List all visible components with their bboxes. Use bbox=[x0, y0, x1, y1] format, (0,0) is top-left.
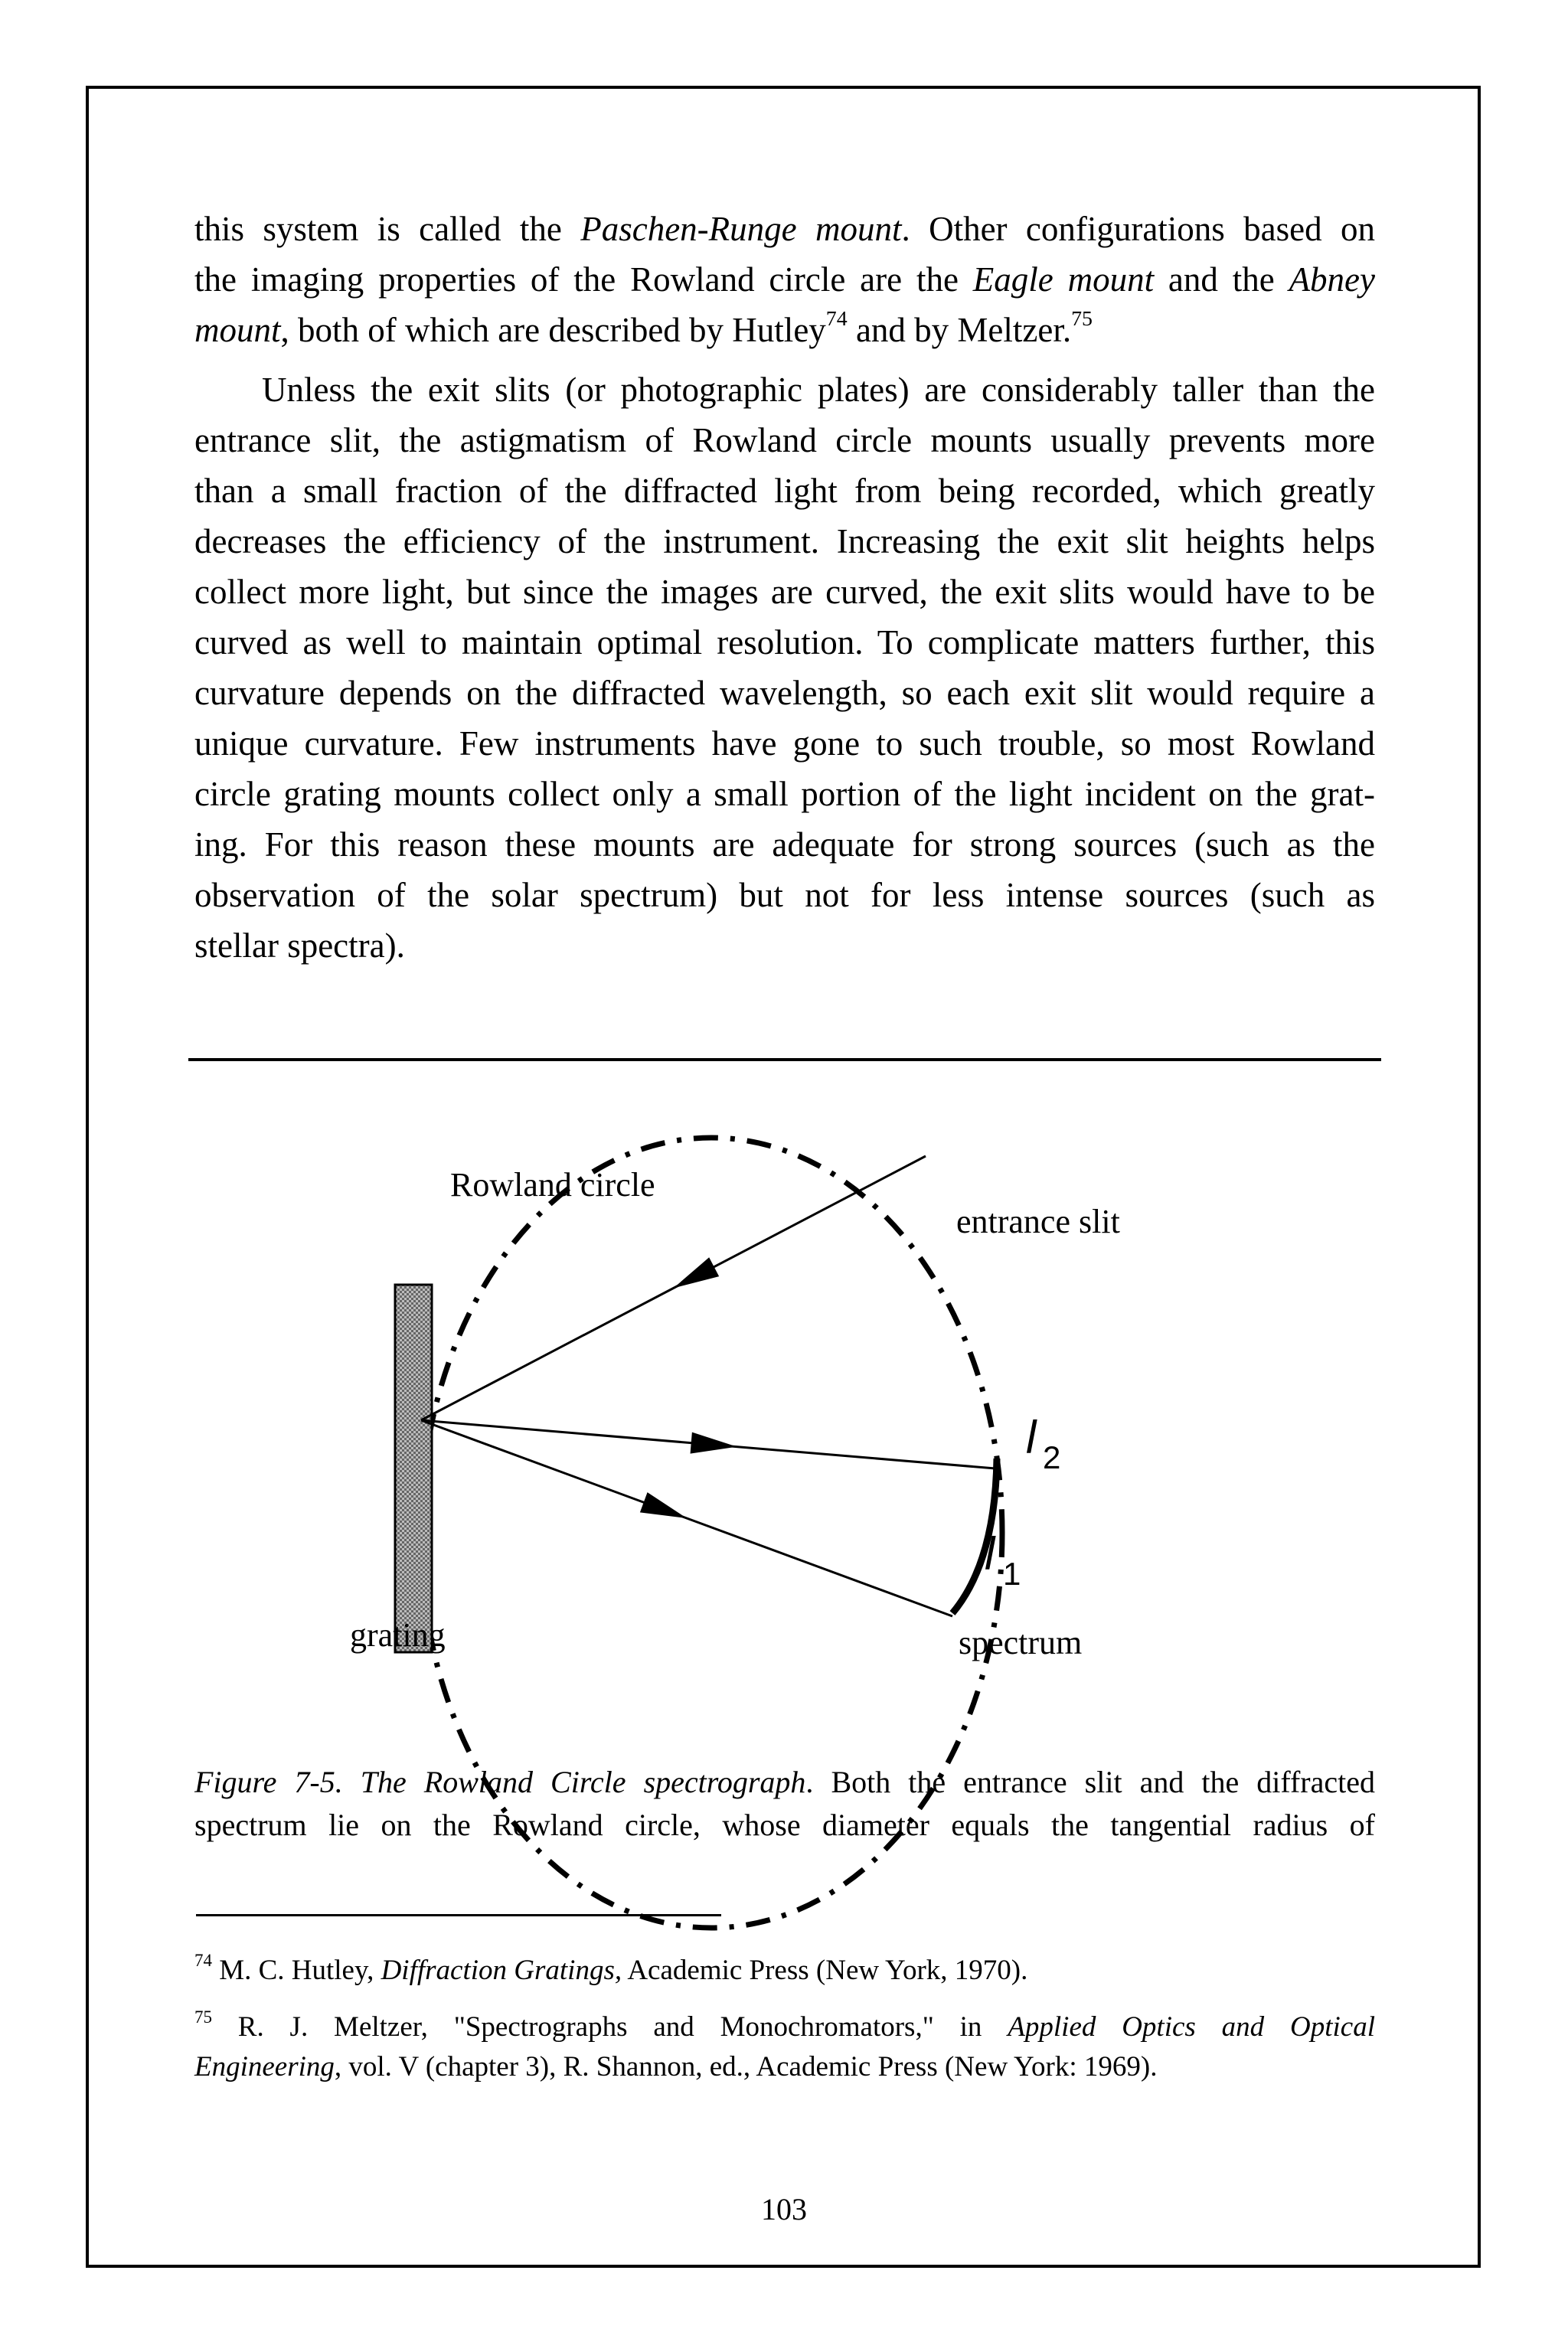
footnotes bbox=[194, 1951, 1375, 2087]
text-segment: and the bbox=[1154, 260, 1289, 299]
text-segment: collect more light, but since the images are curved, the exit slits would have to be bbox=[194, 573, 1375, 611]
text-segment: circle grating mounts collect only a small portion of the light incident on the grat- bbox=[194, 775, 1375, 813]
label-lambda1-sub: 1 bbox=[1003, 1556, 1021, 1592]
footnote-rule bbox=[196, 1914, 721, 1916]
footnote-reference: 74 bbox=[825, 307, 848, 332]
label-lambda2: l bbox=[1026, 1412, 1037, 1463]
text-segment: M. C. Hutley, bbox=[211, 1955, 381, 1986]
arrowhead-icon bbox=[640, 1492, 687, 1518]
footnote-reference: 75 bbox=[1071, 307, 1093, 332]
figure-caption bbox=[194, 1761, 1375, 1847]
text-line bbox=[194, 1804, 1375, 1847]
italic-text: Applied Optics and Optical bbox=[1008, 2011, 1375, 2043]
italic-text: Figure 7-5. The Rowland Circle spectrograph bbox=[194, 1765, 806, 1799]
text-segment: Unless the exit slits (or photographic plates) are considerably taller than the bbox=[262, 371, 1375, 409]
text-segment: decreases the efficiency of the instrument. Increasing the exit slit heights helps bbox=[194, 522, 1375, 560]
text-segment: unique curvature. Few instruments have gone to such trouble, so most Rowland bbox=[194, 724, 1375, 763]
text-segment: this system is called the bbox=[194, 210, 581, 248]
text-segment: the imaging properties of the Rowland circle are the bbox=[194, 260, 973, 299]
text-segment: . Both the entrance slit and the diffracted bbox=[805, 1765, 1375, 1799]
text-segment: Academic Press (New York, 1970). bbox=[622, 1955, 1028, 1986]
text-segment: spectrum lie on the Rowland circle, whose diameter equals the tangential radius of bbox=[194, 1808, 1375, 1842]
text-segment: , both of which are described by Hutley bbox=[280, 311, 826, 349]
label-entrance-slit: entrance slit bbox=[956, 1203, 1120, 1240]
grating bbox=[395, 1285, 432, 1652]
text-segment: observation of the solar spectrum) but not for less intense sources (such as bbox=[194, 876, 1375, 914]
text-segment: and by Meltzer. bbox=[847, 311, 1072, 349]
italic-text: Engineering bbox=[194, 2051, 335, 2082]
italic-text: Abney bbox=[1289, 260, 1375, 299]
text-line bbox=[194, 1761, 1375, 1804]
text-segment: than a small fraction of the diffracted light from being recorded, which greatly bbox=[194, 472, 1375, 510]
text-line bbox=[194, 2047, 1375, 2087]
label-lambda2-sub: 2 bbox=[1043, 1439, 1061, 1475]
label-grating: grating bbox=[350, 1616, 446, 1654]
italic-text: mount bbox=[194, 311, 281, 349]
text-segment: ing. For this reason these mounts are adequate for strong sources (such as the bbox=[194, 825, 1375, 864]
italic-text: Eagle mount bbox=[972, 260, 1155, 299]
footnote-reference: 74 bbox=[194, 1950, 212, 1970]
text-segment: R. J. Meltzer, "Spectrographs and Monochromators," in bbox=[211, 2011, 1008, 2043]
text-segment: stellar spectra). bbox=[194, 926, 405, 965]
label-rowland-circle: Rowland circle bbox=[450, 1166, 655, 1204]
text-segment: entrance slit, the astigmatism of Rowland circle mounts usually prevents more bbox=[194, 421, 1375, 459]
label-spectrum: spectrum bbox=[959, 1624, 1083, 1661]
footnote-reference: 75 bbox=[194, 2007, 212, 2027]
text-line bbox=[194, 1951, 1375, 1991]
label-lambda1: l bbox=[985, 1528, 995, 1579]
arrowhead-icon bbox=[674, 1257, 720, 1288]
page-number: 103 bbox=[761, 2192, 807, 2226]
italic-text: Paschen-Runge mount bbox=[580, 210, 902, 248]
text-segment: , vol. V (chapter 3), R. Shannon, ed., Academic Press (New York: 1969). bbox=[334, 2051, 1158, 2082]
italic-text: Diffraction Gratings, bbox=[381, 1955, 622, 1986]
arrowhead-icon bbox=[691, 1432, 737, 1454]
text-segment: . Other configurations based on bbox=[901, 210, 1375, 248]
text-segment: curvature depends on the diffracted wavelength, so each exit slit would require a bbox=[194, 674, 1375, 712]
text-line bbox=[194, 2007, 1375, 2047]
text-segment: curved as well to maintain optimal resolution. To complicate matters further, this bbox=[194, 623, 1375, 662]
